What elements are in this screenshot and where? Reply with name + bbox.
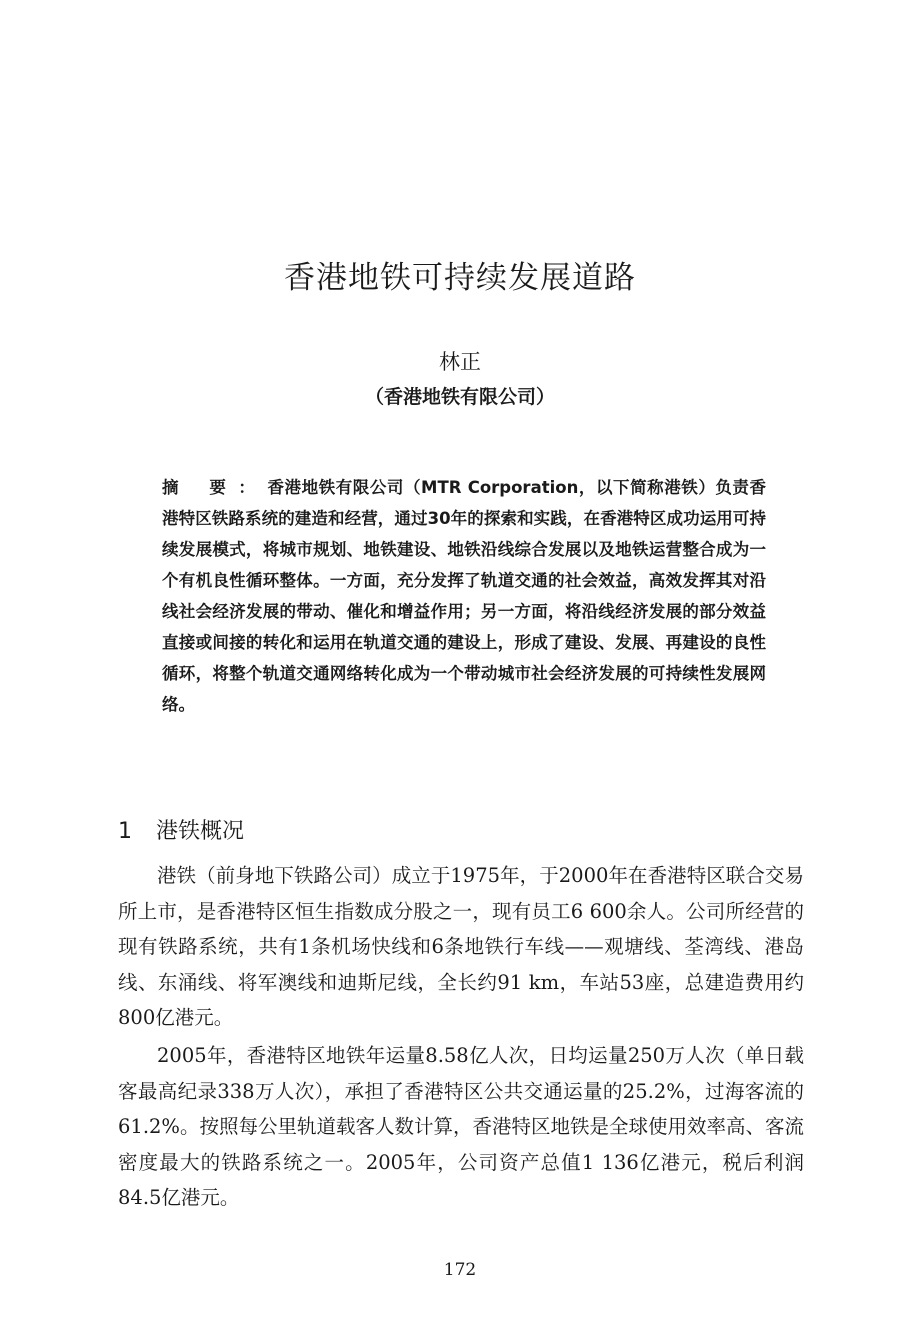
- author-affiliation: （香港地铁有限公司）: [364, 386, 555, 408]
- abstract-label: 摘 要：: [162, 478, 268, 497]
- section-title: 港铁概况: [156, 819, 245, 844]
- body-text: [118, 858, 804, 1218]
- author-name: 林正: [439, 350, 481, 374]
- page-number: 172: [443, 1260, 477, 1280]
- paper-title: 香港地铁可持续发展道路: [284, 260, 636, 296]
- body-paragraph: 港铁（前身地下铁路公司）成立于1975年，于2000年在香港特区联合交易所上市，是香港特区恒生指数成分股之一，现有员工6 600余人。公司所经营的现有铁路系统，共有1条机场快线和6条地铁行车线——观塘线、荃湾线、港岛线、东涌线、将军澳线和迪斯尼线，全长约91 km，车站53座，总建造费用约800亿港元。: [118, 864, 804, 1030]
- abstract-block: [162, 472, 766, 720]
- abstract-text: 香港地铁有限公司（MTR Corporation，以下简称港铁）负责香港特区铁路系统的建造和经营，通过30年的探索和实践，在香港特区成功运用可持续发展模式，将城市规划、地铁建设、地铁沿线综合发展以及地铁运营整合成为一个有机良性循环整体。一方面，充分发挥了轨道交通的社会效益，高效发挥其对沿线社会经济发展的带动、催化和增益作用；另一方面，将沿线经济发展的部分效益直接或间接的转化和运用在轨道交通的建设上，形成了建设、发展、再建设的良性循环，将整个轨道交通网络转化成为一个带动城市社会经济发展的可持续性发展网络。: [162, 478, 766, 714]
- section-number: 1: [118, 819, 132, 844]
- section-heading: [118, 814, 244, 845]
- body-paragraph: 2005年，香港特区地铁年运量8.58亿人次，日均运量250万人次（单日载客最高纪录338万人次），承担了香港特区公共交通运量的25.2%，过海客流的61.2%。按照每公里轨道载客人数计算，香港特区地铁是全球使用效率高、客流密度最大的铁路系统之一。2005年，公司资产总值1 136亿港元，税后利润84.5亿港元。: [118, 1043, 804, 1210]
